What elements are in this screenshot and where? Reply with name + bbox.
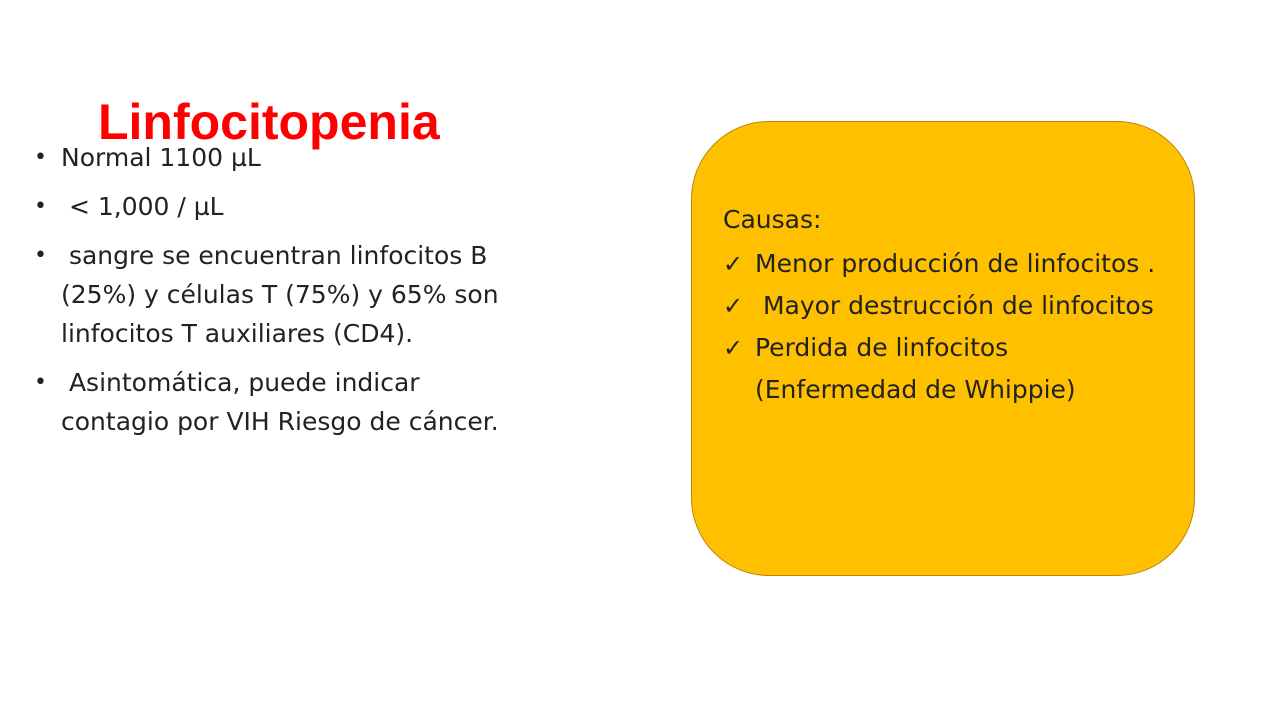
cause-text: Perdida de linfocitos (Enfermedad de Whippie) (755, 333, 1076, 404)
causes-heading: Causas: (723, 205, 822, 234)
checkmark-icon: ✓ (723, 250, 744, 278)
bullet-list (32, 138, 512, 451)
causes-box (691, 121, 1195, 576)
bullet-text: < 1,000 / µL (61, 192, 224, 221)
bullet-dot-icon: • (34, 145, 47, 170)
slide-title: Linfocitopenia (98, 93, 440, 150)
cause-item (723, 327, 1163, 411)
bullet-dot-icon: • (34, 194, 47, 219)
bullet-item (32, 138, 512, 177)
bullet-text: sangre se encuentran linfocitos B (25%) y células T (75%) y 65% son linfocitos T auxiliares (CD4). (61, 241, 507, 348)
checkmark-icon: ✓ (723, 292, 744, 320)
cause-item (723, 243, 1163, 285)
bullet-item (32, 363, 512, 441)
bullet-text: Asintomática, puede indicar contagio por VIH Riesgo de cáncer. (61, 368, 499, 436)
bullet-dot-icon: • (34, 370, 47, 395)
checkmark-icon: ✓ (723, 334, 744, 362)
bullet-item (32, 187, 512, 226)
cause-text: Menor producción de linfocitos . (755, 249, 1156, 278)
bullet-dot-icon: • (34, 243, 47, 268)
cause-item (723, 285, 1163, 327)
cause-text: Mayor destrucción de linfocitos (755, 291, 1154, 320)
causes-list (723, 243, 1163, 411)
bullet-text: Normal 1100 µL (61, 143, 261, 172)
bullet-item (32, 236, 512, 353)
